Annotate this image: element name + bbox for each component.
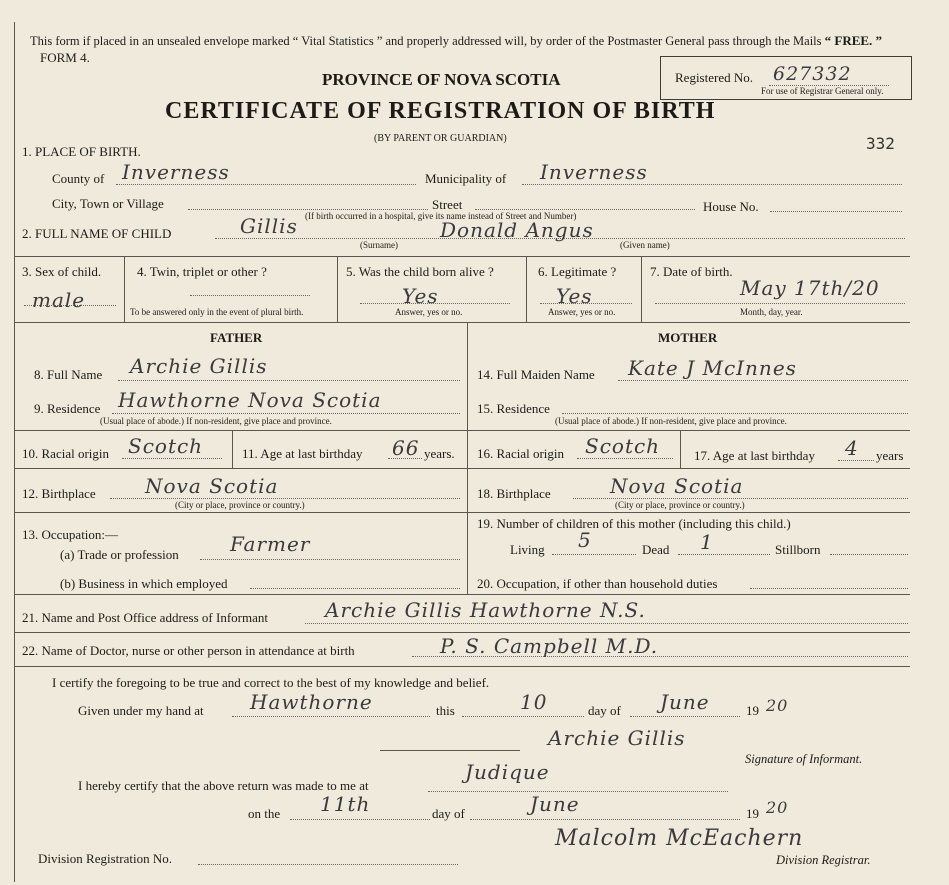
registered-label: Registered No. [675, 70, 753, 85]
mother-age-unit: years [876, 448, 904, 463]
certify-statement: I certify the foregoing to be true and correct to the best of my knowledge and belief. [52, 675, 490, 690]
father-residence-note: (Usual place of abode.) If non-resident, give place and province. [100, 416, 332, 426]
return-year-prefix: 19 [746, 806, 759, 821]
return-month-value: June [530, 792, 580, 816]
place-of-birth-label: 1. PLACE OF BIRTH. [22, 144, 141, 159]
given-day-value: 10 [520, 690, 548, 714]
legitimate-label: 6. Legitimate ? [538, 264, 617, 279]
municipality-value: Inverness [540, 160, 648, 184]
child-given-value: Donald Angus [440, 218, 594, 242]
father-name-label: 8. Full Name [34, 367, 103, 382]
this-label: this [436, 703, 455, 718]
mother-birthplace-note: (City or place, province or country.) [615, 500, 745, 510]
twin-note: To be answered only in the event of plural birth. [130, 307, 304, 317]
province-title: PROVINCE OF NOVA SCOTIA [322, 70, 561, 89]
given-month-value: June [660, 690, 710, 714]
informant-signature: Archie Gillis [548, 726, 686, 750]
father-heading: FATHER [210, 330, 263, 345]
father-occupation-label: 13. Occupation:— [22, 527, 119, 542]
alive-value: Yes [402, 284, 439, 308]
father-birthplace-value: Nova Scotia [145, 474, 279, 498]
sex-label: 3. Sex of child. [22, 264, 102, 279]
form-number: FORM 4. [40, 50, 90, 65]
mother-birthplace-value: Nova Scotia [610, 474, 744, 498]
living-value: 5 [578, 528, 592, 552]
surname-caption: (Surname) [360, 240, 398, 250]
registered-number: 627332 [773, 63, 852, 85]
registrar-use-note: For use of Registrar General only. [761, 86, 884, 96]
mother-birthplace-label: 18. Birthplace [477, 486, 551, 501]
given-under-label: Given under my hand at [78, 703, 204, 718]
child-surname-value: Gillis [240, 214, 298, 238]
informant-label: 21. Name and Post Office address of Informant [22, 610, 268, 625]
father-age-unit: years. [424, 446, 455, 461]
certificate-title: CERTIFICATE OF REGISTRATION OF BIRTH [165, 98, 716, 124]
mother-heading: MOTHER [658, 330, 718, 345]
father-racial-value: Scotch [128, 434, 204, 458]
father-business-label: (b) Business in which employed [60, 576, 228, 591]
county-value: Inverness [122, 160, 230, 184]
division-registrar-label: Division Registrar. [776, 853, 871, 867]
father-racial-label: 10. Racial origin [22, 446, 110, 461]
mother-children-label: 19. Number of children of this mother (including this child.) [477, 516, 791, 531]
living-label: Living [510, 542, 545, 557]
legitimate-value: Yes [556, 284, 593, 308]
given-place-value: Hawthorne [250, 690, 373, 714]
return-day-of-label: day of [432, 806, 465, 821]
return-made-label: I hereby certify that the above return was made to me at [78, 778, 369, 793]
stillborn-label: Stillborn [775, 542, 821, 557]
birth-date-value: May 17th/20 [740, 276, 880, 300]
mother-racial-label: 16. Racial origin [477, 446, 565, 461]
dead-label: Dead [642, 542, 670, 557]
father-age-label: 11. Age at last birthday [242, 446, 363, 461]
father-birthplace-note: (City or place, province or country.) [175, 500, 305, 510]
child-name-label: 2. FULL NAME OF CHILD [22, 226, 172, 241]
return-place-value: Judique [465, 760, 550, 784]
father-trade-label: (a) Trade or profession [60, 547, 179, 562]
alive-label: 5. Was the child born alive ? [346, 264, 494, 279]
father-age-value: 66 [392, 436, 420, 460]
division-registration-no-label: Division Registration No. [38, 851, 172, 866]
father-residence-value: Hawthorne Nova Scotia [118, 388, 382, 412]
free-label: “ FREE. ” [824, 33, 883, 48]
father-trade-value: Farmer [230, 532, 311, 556]
street-label: Street [432, 197, 463, 212]
doctor-label: 22. Name of Doctor, nurse or other person in attendance at birth [22, 643, 355, 658]
return-day-value: 11th [320, 792, 371, 816]
sex-value: male [32, 288, 86, 312]
mother-age-label: 17. Age at last birthday [694, 448, 815, 463]
legitimate-note: Answer, yes or no. [548, 307, 616, 317]
alive-note: Answer, yes or no. [395, 307, 463, 317]
registrar-signature: Malcolm McEachern [555, 826, 804, 851]
mailing-notice-text: This form if placed in an unsealed envelope marked “ Vital Statistics ” and properly addressed will, by order of the Postmaster General pass through the Mails [30, 34, 822, 48]
municipality-label: Municipality of [425, 171, 507, 186]
twin-label: 4. Twin, triplet or other ? [137, 264, 267, 279]
stamp-number: 332 [866, 134, 895, 153]
father-birthplace-label: 12. Birthplace [22, 486, 96, 501]
birth-date-label: 7. Date of birth. [650, 264, 733, 279]
father-residence-label: 9. Residence [34, 401, 101, 416]
mother-residence-note: (Usual place of abode.) If non-resident, give place and province. [555, 416, 787, 426]
day-of-label: day of [588, 703, 621, 718]
mother-age-value: 4 [845, 436, 859, 460]
on-the-label: on the [248, 806, 281, 821]
mother-name-value: Kate J McInnes [628, 356, 797, 380]
birth-date-note: Month, day, year. [740, 307, 803, 317]
certificate-subtitle: (BY PARENT OR GUARDIAN) [374, 133, 507, 144]
mailing-notice [30, 33, 882, 49]
informant-value: Archie Gillis Hawthorne N.S. [325, 598, 646, 622]
house-label: House No. [703, 199, 759, 214]
mother-name-label: 14. Full Maiden Name [477, 367, 595, 382]
given-name-caption: (Given name) [620, 240, 670, 250]
signature-of-informant-label: Signature of Informant. [745, 752, 863, 766]
mother-racial-value: Scotch [585, 434, 661, 458]
dead-value: 1 [700, 530, 714, 554]
doctor-value: P. S. Campbell M.D. [440, 634, 659, 658]
given-year-value: 20 [766, 696, 789, 715]
registered-box [660, 56, 912, 100]
mother-occupation-label: 20. Occupation, if other than household duties [477, 576, 718, 591]
year-prefix: 19 [746, 703, 759, 718]
return-year-value: 20 [766, 798, 789, 817]
hospital-note: (If birth occurred in a hospital, give its name instead of Street and Number) [305, 211, 577, 221]
city-label: City, Town or Village [52, 196, 164, 211]
county-label: County of [52, 171, 105, 186]
mother-residence-label: 15. Residence [477, 401, 550, 416]
father-name-value: Archie Gillis [130, 354, 268, 378]
